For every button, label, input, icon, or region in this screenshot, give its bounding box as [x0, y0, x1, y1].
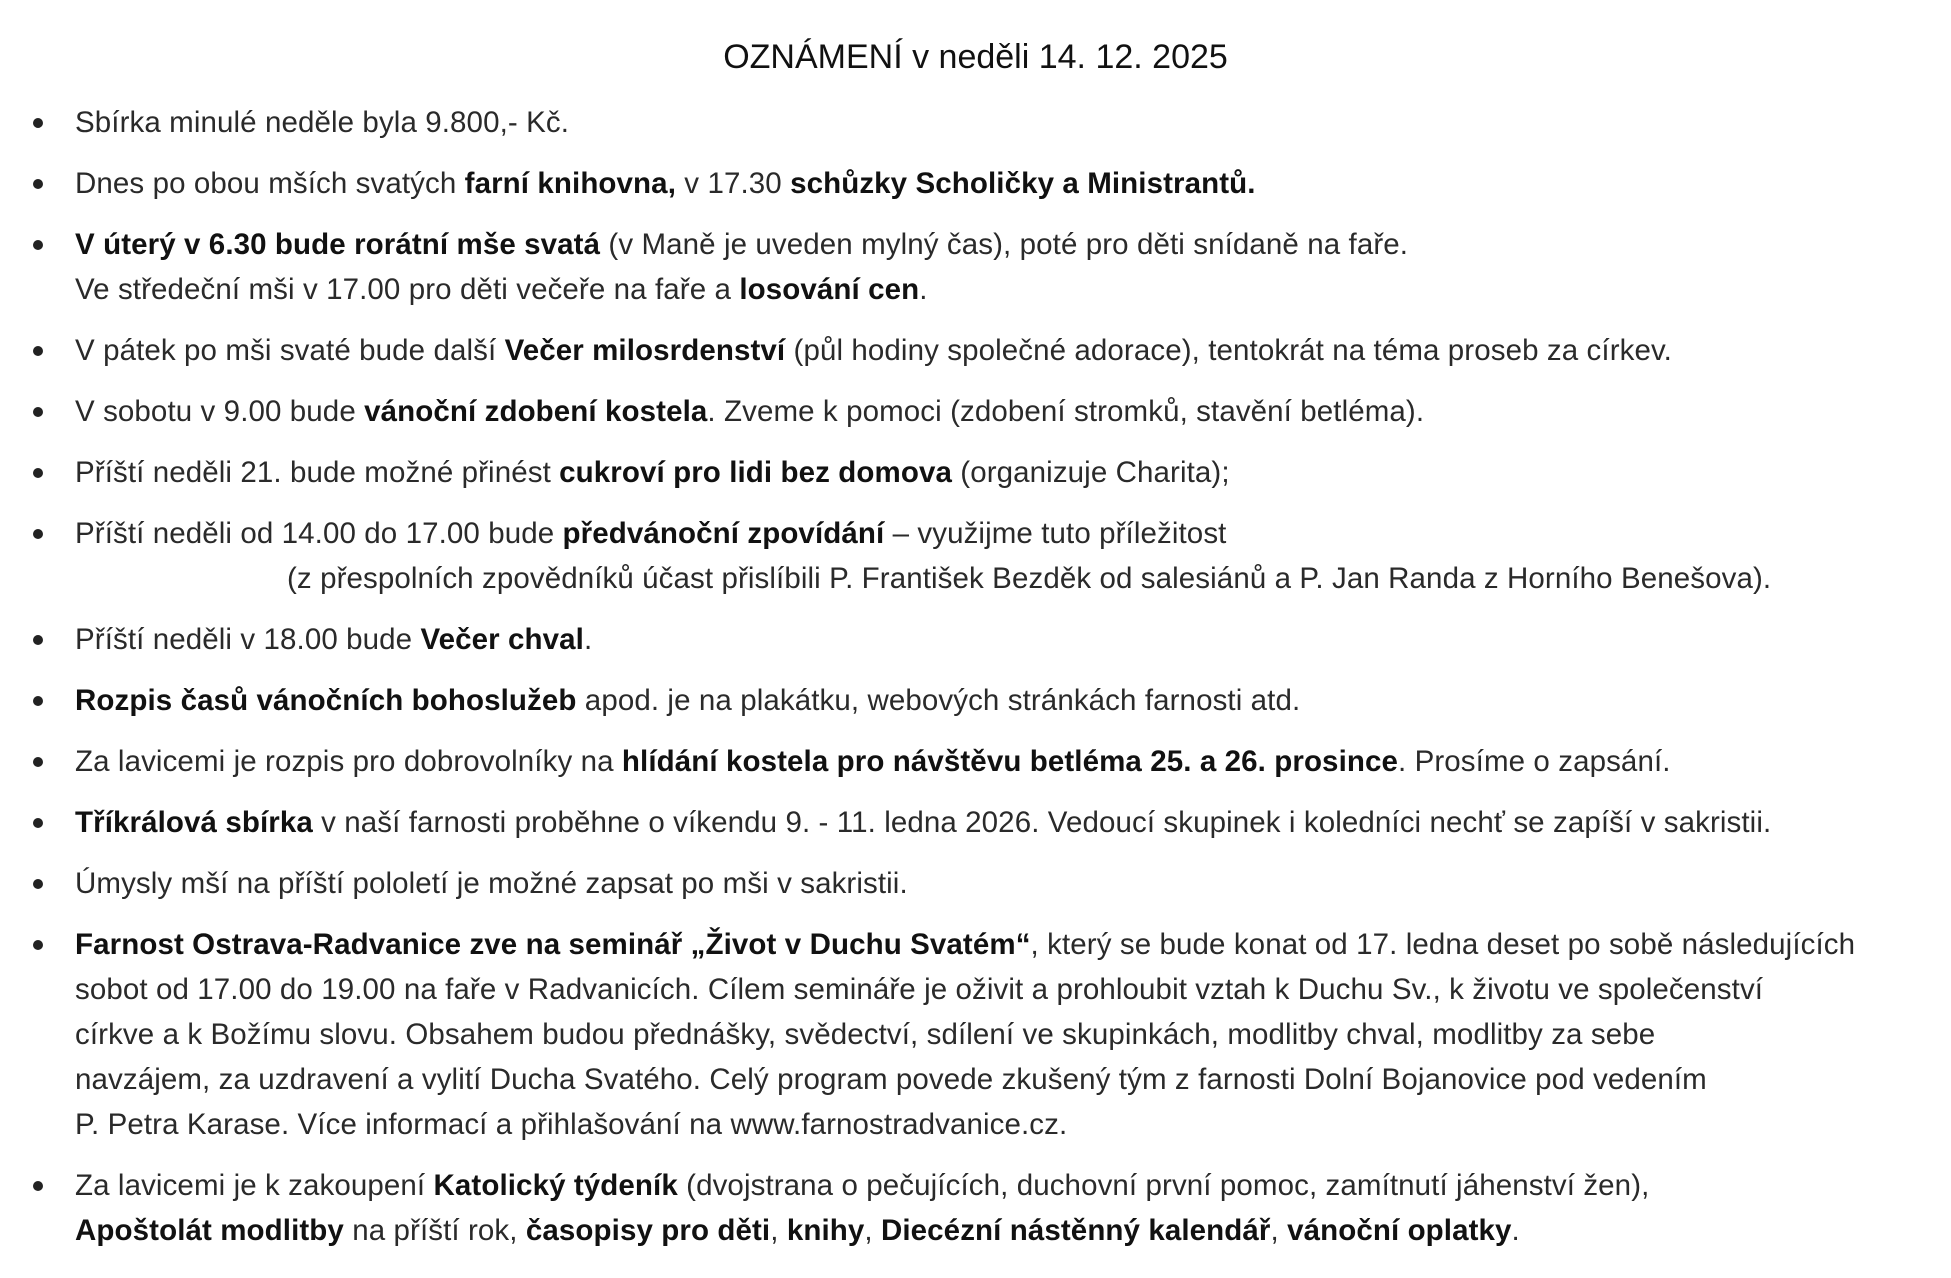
- bullet-icon: [33, 179, 43, 189]
- item-text: Za lavicemi je k zakoupení: [75, 1169, 434, 1202]
- item-text: (dvojstrana o pečujících, duchovní první pomoc, zamítnutí jáhenství žen),: [677, 1169, 1650, 1202]
- item-line: [75, 222, 1945, 267]
- item-text: ,: [1270, 1214, 1288, 1247]
- item-text: ,: [864, 1214, 881, 1247]
- item-text: (půl hodiny společné adorace), tentokrát na téma proseb za církev.: [785, 334, 1672, 367]
- list-item-library: [0, 161, 1951, 206]
- item-text: (organizuje Charita);: [952, 456, 1230, 489]
- item-text: Za lavicemi je rozpis pro dobrovolníky na: [75, 745, 622, 778]
- bullet-icon: [33, 346, 43, 356]
- item-text: .: [583, 623, 593, 656]
- bullet-icon: [33, 468, 43, 478]
- item-bold-text: V úterý v 6.30 bude rorátní mše svatá: [75, 228, 601, 261]
- bullet-icon: [33, 818, 43, 828]
- item-text: ,: [770, 1214, 787, 1247]
- list-item-christmas-schedule: [0, 678, 1951, 723]
- bullet-icon: [33, 1181, 43, 1191]
- list-item-mass-intentions: [0, 861, 1951, 906]
- item-line: [75, 1208, 1945, 1253]
- item-text: v naší farnosti proběhne o víkendu 9. - 11. ledna 2026. Vedoucí skupinek i koledníci nechť se zapíší v sakristii.: [312, 806, 1772, 839]
- bullet-icon: [33, 940, 43, 950]
- item-line: [75, 328, 1945, 373]
- item-bold-text: knihy: [786, 1214, 865, 1247]
- item-text: – využijme tuto příležitost: [884, 517, 1227, 550]
- item-line: [75, 739, 1945, 784]
- list-item-mercy-evening: [0, 328, 1951, 373]
- list-item-confession: [0, 511, 1951, 601]
- item-text: V sobotu v 9.00 bude: [75, 395, 365, 428]
- item-line: [75, 450, 1945, 495]
- list-item-church-guarding: [0, 739, 1951, 784]
- list-item-rorate-mass: [0, 222, 1951, 312]
- item-text: Ve středeční mši v 17.00 pro děti večeře na faře a: [75, 273, 740, 306]
- item-line: [75, 800, 1945, 845]
- item-bold-text: časopisy pro děti: [525, 1214, 771, 1247]
- item-line: [75, 1057, 1945, 1102]
- item-text: Příští neděli od 14.00 do 17.00 bude: [75, 517, 563, 550]
- item-text: .: [919, 273, 928, 306]
- list-item-praise-evening: [0, 617, 1951, 662]
- item-line: [75, 861, 1945, 906]
- item-text: , který se bude konat od 17. ledna deset po sobě následujících: [1030, 928, 1856, 961]
- item-text: (v Maně je uveden mylný čas), poté pro děti snídaně na faře.: [600, 228, 1409, 261]
- bullet-icon: [33, 118, 43, 128]
- bullet-icon: [33, 757, 43, 767]
- item-line: [75, 267, 1945, 312]
- item-bold-text: losování cen: [739, 273, 920, 306]
- item-bold-text: Večer milosrdenství: [504, 334, 786, 367]
- item-line: [75, 1102, 1945, 1147]
- item-bold-text: Rozpis časů vánočních bohoslužeb: [75, 684, 577, 717]
- item-line: [75, 1012, 1945, 1057]
- item-line: [75, 1163, 1945, 1208]
- item-text: (z přespolních zpovědníků účast přislíbili P. František Bezděk od salesiánů a P. Jan Randa z Horního Benešova).: [287, 562, 1772, 595]
- item-text: na příští rok,: [343, 1214, 526, 1247]
- item-text: sobot od 17.00 do 19.00 na faře v Radvanicích. Cílem semináře je oživit a prohloubit vztah k Duchu Sv., k životu ve společenství: [75, 973, 1764, 1006]
- bullet-icon: [33, 879, 43, 889]
- item-text: V pátek po mši svaté bude další: [75, 334, 505, 367]
- item-text: . Prosíme o zapsání.: [1398, 745, 1671, 778]
- item-text: P. Petra Karase. Více informací a přihlašování na www.farnostradvanice.cz.: [75, 1108, 1068, 1141]
- list-item-for-sale: [0, 1163, 1951, 1253]
- list-item-cookies-homeless: [0, 450, 1951, 495]
- item-text: navzájem, za uzdravení a vylití Ducha Svatého. Celý program povede zkušený tým z farnosti Dolní Bojanovice pod vedením: [75, 1063, 1707, 1096]
- item-line-indented: [75, 556, 1945, 601]
- item-line: [75, 100, 1945, 145]
- item-bold-text: vánoční zdobení kostela: [364, 395, 708, 428]
- bullet-icon: [33, 529, 43, 539]
- item-text: Příští neděli 21. bude možné přinést: [75, 456, 560, 489]
- item-text: Sbírka minulé neděle byla 9.800,- Kč.: [75, 106, 570, 139]
- item-bold-text: farní knihovna,: [464, 167, 676, 200]
- item-bold-text: Večer chval: [420, 623, 584, 656]
- item-bold-text: schůzky Scholičky a Ministrantů.: [790, 167, 1256, 200]
- item-line: [75, 389, 1945, 434]
- bullet-icon: [33, 696, 43, 706]
- item-text: .: [1511, 1214, 1520, 1247]
- item-bold-text: cukroví pro lidi bez domova: [559, 456, 952, 489]
- item-bold-text: Farnost Ostrava-Radvanice zve na seminář „Život v Duchu Svatém“: [75, 928, 1031, 961]
- item-line: [75, 511, 1945, 556]
- bullet-icon: [33, 407, 43, 417]
- item-bold-text: vánoční oplatky: [1287, 1214, 1512, 1247]
- list-item-seminar: [0, 922, 1951, 1147]
- item-line: [75, 967, 1945, 1012]
- item-text: Dnes po obou mších svatých: [75, 167, 465, 200]
- list-item-church-decorating: [0, 389, 1951, 434]
- item-text: církve a k Božímu slovu. Obsahem budou přednášky, svědectví, sdílení ve skupinkách, modlitby chval, modlitby za sebe: [75, 1018, 1656, 1051]
- list-item-collection: [0, 100, 1951, 145]
- item-bold-text: Katolický týdeník: [433, 1169, 678, 1202]
- item-line: [75, 922, 1945, 967]
- item-line: [75, 678, 1945, 723]
- item-bold-text: hlídání kostela pro návštěvu betléma 25. a 26. prosince: [621, 745, 1398, 778]
- item-text: . Zveme k pomoci (zdobení stromků, stavění betléma).: [707, 395, 1425, 428]
- bullet-icon: [33, 635, 43, 645]
- item-bold-text: Tříkrálová sbírka: [75, 806, 313, 839]
- item-line: [75, 617, 1945, 662]
- bullet-icon: [33, 240, 43, 250]
- item-text: apod. je na plakátku, webových stránkách farnosti atd.: [576, 684, 1301, 717]
- item-bold-text: Diecézní nástěnný kalendář: [880, 1214, 1271, 1247]
- announcement-list: [0, 100, 1951, 1269]
- list-item-three-kings: [0, 800, 1951, 845]
- item-text: v 17.30: [676, 167, 791, 200]
- item-text: Příští neděli v 18.00 bude: [75, 623, 421, 656]
- item-bold-text: Apoštolát modlitby: [75, 1214, 344, 1247]
- item-text: Úmysly mší na příští pololetí je možné zapsat po mši v sakristii.: [75, 867, 908, 900]
- item-bold-text: předvánoční zpovídání: [562, 517, 885, 550]
- item-line: [75, 161, 1945, 206]
- page-title: OZNÁMENÍ v neděli 14. 12. 2025: [723, 38, 1228, 76]
